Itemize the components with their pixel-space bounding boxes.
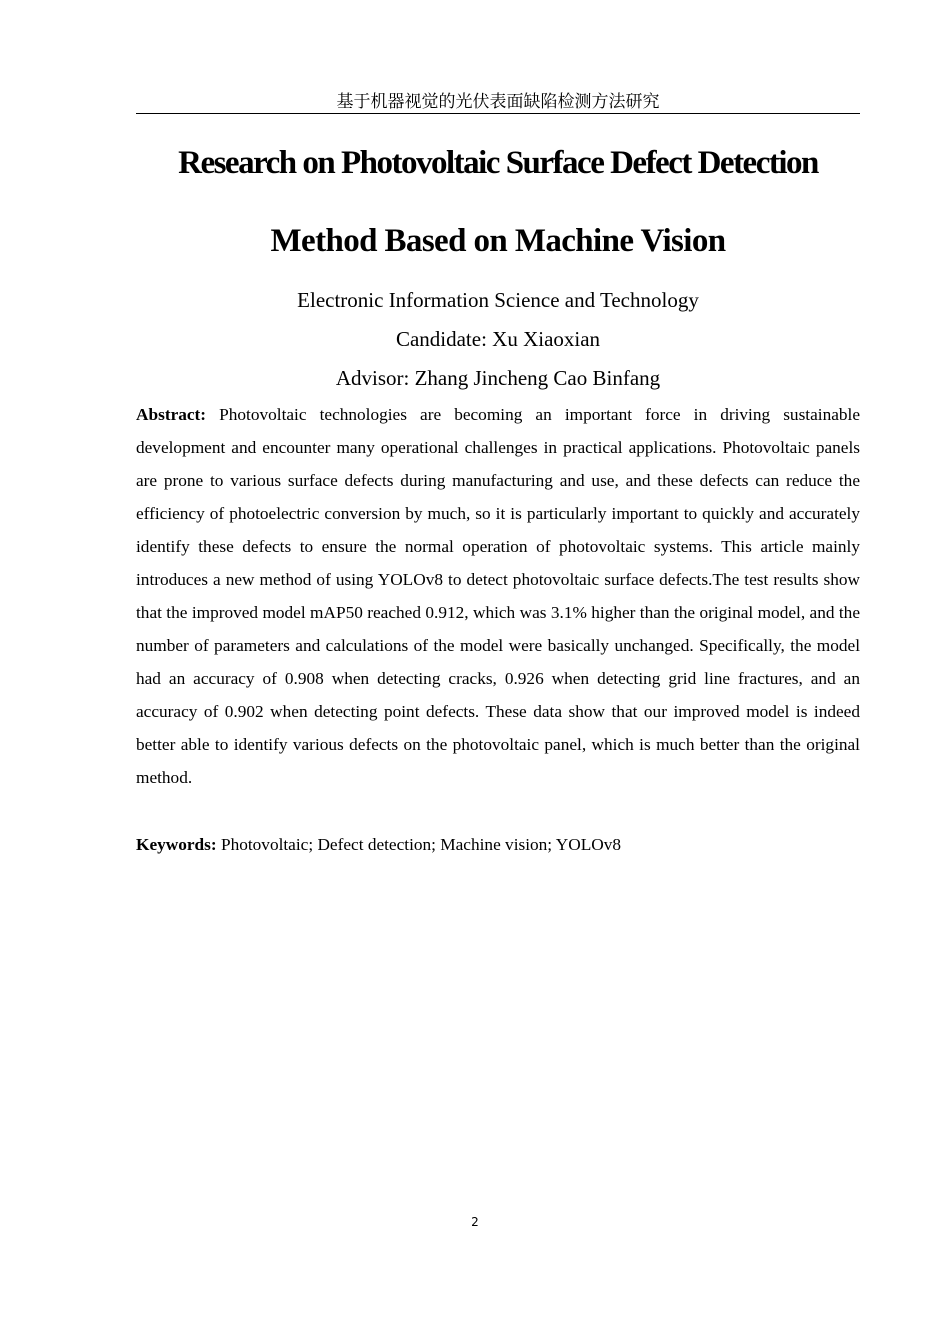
abstract [136, 398, 860, 794]
keywords-label: Keywords: [136, 835, 217, 854]
candidate: Candidate: Xu Xiaoxian [395, 327, 601, 351]
page-number: 2 [471, 1215, 479, 1229]
advisor: Advisor: Zhang Jincheng Cao Binfang [335, 366, 661, 390]
running-header: 基于机器视觉的光伏表面缺陷检测方法研究 [336, 92, 660, 111]
paper-title-line-1: Research on Photovoltaic Surface Defect Detection [178, 145, 818, 181]
header-divider [136, 113, 860, 114]
major: Electronic Information Science and Technology [297, 288, 699, 312]
paper-title-line-2: Method Based on Machine Vision [270, 223, 726, 259]
keywords [136, 831, 860, 859]
keywords-text: Photovoltaic; Defect detection; Machine vision; YOLOv8 [220, 835, 622, 854]
abstract-label: Abstract: [136, 405, 207, 424]
abstract-text: Photovoltaic technologies are becoming an important force in driving sustainable development and encounter many operational challenges in practical applications. Photovoltaic panels are prone to various surface defects during manufacturing and use, and these defects can reduce the efficiency of photoelectric conversion by much, so it is particularly important to quickly and accurately identify these defects to ensure the normal operation of photovoltaic systems. This article mainly introduces a new method of using YOLOv8 to detect photovoltaic surface defects.The test results show that the improved model mAP50 reached 0.912, which was 3.1% higher than the original model, and the number of parameters and calculations of the model were basically unchanged. Specifically, the model had an accuracy of 0.908 when detecting cracks, 0.926 when detecting grid line fractures, and an accuracy of 0.902 when detecting point defects. These data show that our improved model is indeed better able to identify various defects on the photovoltaic panel, which is much better than the original method. [136, 405, 860, 787]
